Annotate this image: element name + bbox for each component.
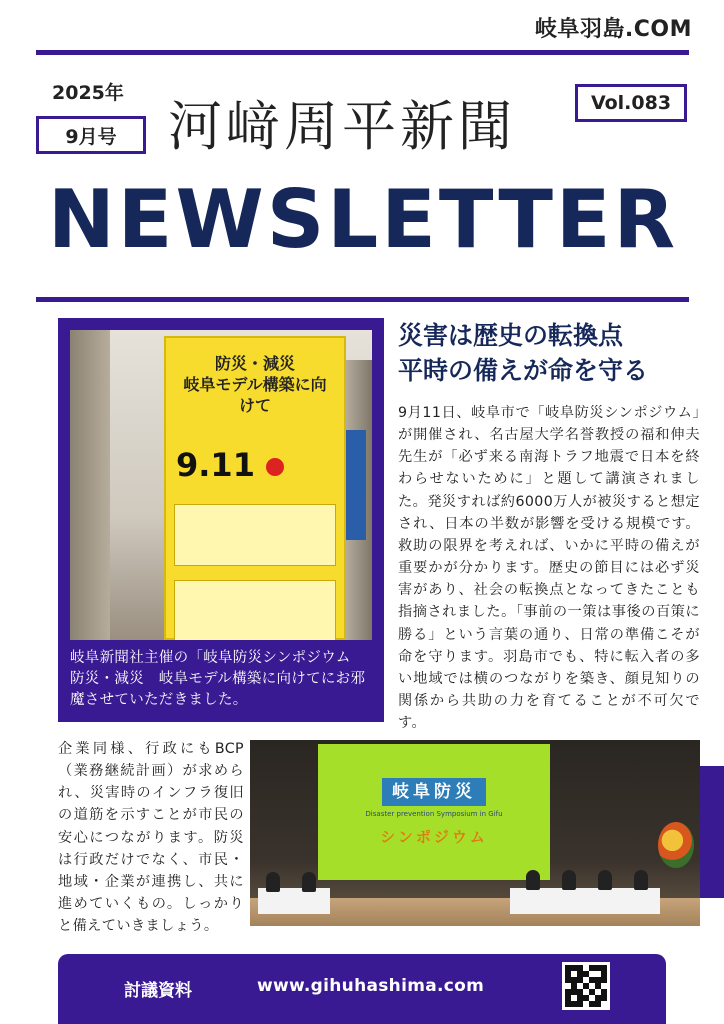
volume-badge xyxy=(575,84,687,122)
accent-bar xyxy=(700,766,724,898)
screen-subtitle: Disaster prevention Symposium in Gifu xyxy=(365,810,503,818)
site-name: 岐阜羽島.COM xyxy=(534,17,692,42)
volume-label: Vol.083 xyxy=(590,92,672,114)
photo-door-left xyxy=(70,330,110,640)
panelist xyxy=(562,870,576,890)
top-divider xyxy=(36,50,689,55)
headline-line1: 災害は歴史の転換点 xyxy=(398,321,624,350)
panel-table-right xyxy=(510,888,660,914)
poster-lecture-panel xyxy=(174,504,336,566)
poster-panel-discussion xyxy=(174,580,336,640)
poster-date-text: 9.11 xyxy=(176,446,255,485)
issue-month xyxy=(36,116,146,154)
paper-title: 河﨑周平新聞 xyxy=(168,95,516,158)
article-headline xyxy=(398,318,698,388)
screen-symposium-label: シンポジウム xyxy=(380,828,488,846)
event-poster xyxy=(166,338,344,638)
panelist xyxy=(302,872,316,892)
article-body-main: 9月11日、岐阜市で「岐阜防災シンポジウム」が開催され、名古屋大学名誉教授の福和伸夫先生が「必ず来る南海トラフ地震で日本を終わらせないために」と題して講演されました。発災すれば約6000万人が被災すると想定され、日本の半数が影響を受ける規模です。救助の限界を考えれば、いかに平時の備えが重要かが分かります。歴史の節目には必ず災害があり、社会の転換点となってきたことも指摘されました。「事前の一策は事後の百策に勝る」という言葉の通り、日常の準備こそが命を守ります。羽島市でも、特に転入者の多い地域では横のつながりを築き、顔見知りの関係から共助の力を育てることが不可欠です。 xyxy=(398,405,700,732)
issue-year: 2025年 xyxy=(52,82,124,104)
panelist xyxy=(598,870,612,890)
photo1-caption: 岐阜新聞社主催の「岐阜防災シンポジウム 防災・減災 岐阜モデル構築に向けてにお邪魔させていただきました。 xyxy=(70,650,366,709)
poster-heading: 防災・減災 岐阜モデル構築に向けて xyxy=(183,354,327,415)
flower-arrangement xyxy=(658,822,694,868)
qr-code-icon[interactable] xyxy=(562,962,610,1010)
photo-blue-sign xyxy=(344,430,366,540)
newsletter-banner: NEWSLETTER xyxy=(47,173,679,266)
poster-date xyxy=(176,446,334,484)
footer-label: 討議資料 xyxy=(124,981,192,1001)
website-link[interactable]: www.gihuhashima.com xyxy=(257,976,485,996)
projection-screen xyxy=(318,744,550,880)
headline-line2: 平時の備えが命を守る xyxy=(398,356,649,385)
panelist xyxy=(266,872,280,892)
article-body-continued: 企業同様、行政にもBCP（業務継続計画）が求められ、災害時のインフラ復旧の道筋を示すことが市民の安心につながります。防災は行政だけでなく、市民・地域・企業が連携し、共に進めていくもの。しっかりと備えていきましょう。 xyxy=(58,741,244,935)
section-divider xyxy=(36,297,689,302)
panelist xyxy=(634,870,648,890)
thursday-mark-icon xyxy=(266,458,284,476)
symposium-stage-photo xyxy=(250,740,700,926)
symposium-poster-photo xyxy=(70,330,372,640)
issue-month-label: 9月号 xyxy=(65,125,117,148)
screen-title: 岐阜防災 xyxy=(382,778,486,806)
panelist xyxy=(526,870,540,890)
